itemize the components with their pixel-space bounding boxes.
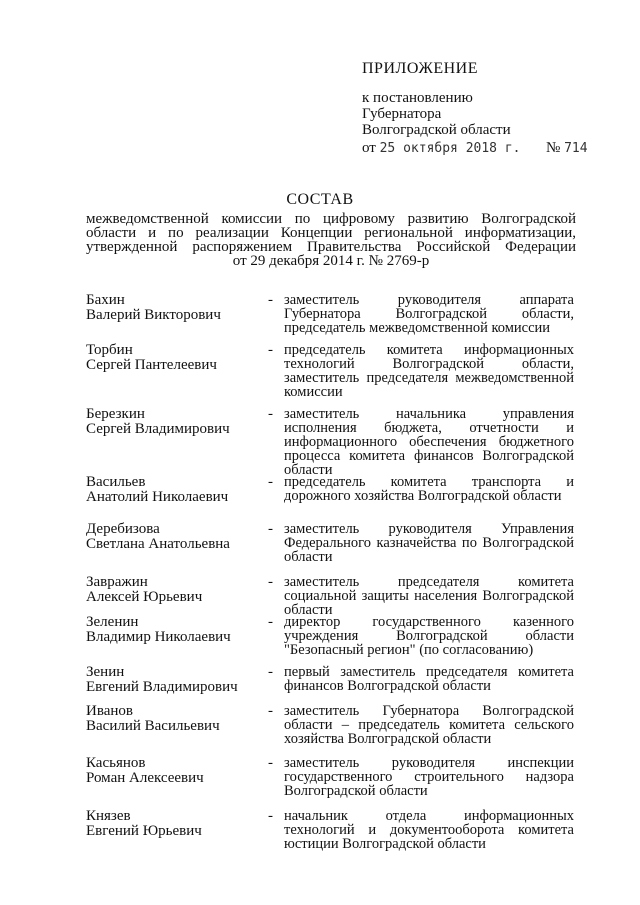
member-role: заместитель руководителя Управления Федерального казначейства по Волгоградской области bbox=[284, 521, 574, 565]
member-name bbox=[86, 522, 266, 552]
member-name bbox=[86, 575, 266, 605]
member-dash: - bbox=[268, 474, 273, 490]
decree-number-label: № bbox=[546, 140, 561, 156]
member-given-name: Сергей Пантелеевич bbox=[86, 357, 217, 373]
member-surname: Деребизова bbox=[86, 521, 160, 537]
subtitle-line: области и по реализации Концепции региональной информатизации, bbox=[86, 225, 576, 241]
appendix-block bbox=[362, 60, 602, 138]
member-role: директор государственного казенного учреждения Волгоградской области "Безопасный регион" (по согласованию) bbox=[284, 614, 574, 658]
member-dash: - bbox=[268, 614, 273, 630]
member-surname: Завражин bbox=[86, 574, 148, 590]
member-given-name: Светлана Анатольевна bbox=[86, 536, 230, 552]
member-role: заместитель председателя комитета социальной защиты населения Волгоградской области bbox=[284, 574, 574, 618]
decree-number: 714 bbox=[564, 141, 588, 156]
subtitle-line: межведомственной комиссии по цифровому развитию Волгоградской bbox=[86, 211, 576, 227]
member-name bbox=[86, 293, 266, 323]
document-heading: СОСТАВ bbox=[286, 191, 354, 208]
member-dash: - bbox=[268, 342, 273, 358]
member-name bbox=[86, 615, 266, 645]
member-given-name: Василий Васильевич bbox=[86, 718, 220, 734]
member-name bbox=[86, 475, 266, 505]
member-dash: - bbox=[268, 703, 273, 719]
member-surname: Васильев bbox=[86, 474, 146, 490]
subtitle-line: утвержденной распоряжением Правительства Российской Федерации bbox=[86, 239, 576, 255]
member-given-name: Валерий Викторович bbox=[86, 307, 221, 323]
member-given-name: Евгений Владимирович bbox=[86, 679, 238, 695]
member-dash: - bbox=[268, 406, 273, 422]
member-dash: - bbox=[268, 808, 273, 824]
member-surname: Иванов bbox=[86, 703, 133, 719]
member-given-name: Владимир Николаевич bbox=[86, 629, 231, 645]
member-role: заместитель руководителя инспекции государственного строительного надзора Волгоградской области bbox=[284, 755, 574, 799]
member-role: председатель комитета транспорта и дорожного хозяйства Волгоградской области bbox=[284, 474, 574, 504]
member-given-name: Алексей Юрьевич bbox=[86, 589, 203, 605]
appendix-line: Губернатора bbox=[362, 106, 442, 122]
member-role: начальник отдела информационных технологий и документооборота комитета юстиции Волгоградской области bbox=[284, 808, 574, 852]
member-dash: - bbox=[268, 292, 273, 308]
member-given-name: Роман Алексеевич bbox=[86, 770, 204, 786]
decree-line bbox=[362, 140, 612, 157]
member-surname: Касьянов bbox=[86, 755, 146, 771]
member-role: председатель комитета информационных технологий Волгоградской области, заместитель председателя межведомственной комиссии bbox=[284, 342, 574, 400]
member-dash: - bbox=[268, 664, 273, 680]
decree-date: 25 октября 2018 г. bbox=[379, 141, 521, 156]
member-surname: Бахин bbox=[86, 292, 125, 308]
member-role: заместитель руководителя аппарата Губернатора Волгоградской области, председатель межведомственной комиссии bbox=[284, 292, 574, 336]
member-surname: Князев bbox=[86, 808, 131, 824]
member-role: заместитель начальника управления исполнения бюджета, отчетности и информационного обеспечения бюджетного процесса комитета финансов Волгоградской области bbox=[284, 406, 574, 478]
member-name bbox=[86, 407, 266, 437]
member-role: заместитель Губернатора Волгоградской области – председатель комитета сельского хозяйства Волгоградской области bbox=[284, 703, 574, 747]
member-surname: Торбин bbox=[86, 342, 133, 358]
member-surname: Зеленин bbox=[86, 614, 139, 630]
appendix-line: Волгоградской области bbox=[362, 122, 511, 138]
member-given-name: Анатолий Николаевич bbox=[86, 489, 229, 505]
member-dash: - bbox=[268, 574, 273, 590]
subtitle-line: от 29 декабря 2014 г. № 2769-р bbox=[232, 253, 430, 269]
member-surname: Березкин bbox=[86, 406, 145, 422]
member-given-name: Евгений Юрьевич bbox=[86, 823, 202, 839]
member-dash: - bbox=[268, 521, 273, 537]
document-subtitle bbox=[86, 212, 576, 268]
member-name bbox=[86, 665, 266, 695]
member-name bbox=[86, 809, 266, 839]
appendix-title: ПРИЛОЖЕНИЕ bbox=[362, 60, 479, 77]
member-given-name: Сергей Владимирович bbox=[86, 421, 230, 437]
member-name bbox=[86, 704, 266, 734]
member-surname: Зенин bbox=[86, 664, 125, 680]
member-dash: - bbox=[268, 755, 273, 771]
member-role: первый заместитель председателя комитета финансов Волгоградской области bbox=[284, 664, 574, 694]
member-name bbox=[86, 343, 266, 373]
decree-from-label: от bbox=[362, 140, 376, 156]
appendix-line: к постановлению bbox=[362, 90, 473, 106]
member-name bbox=[86, 756, 266, 786]
